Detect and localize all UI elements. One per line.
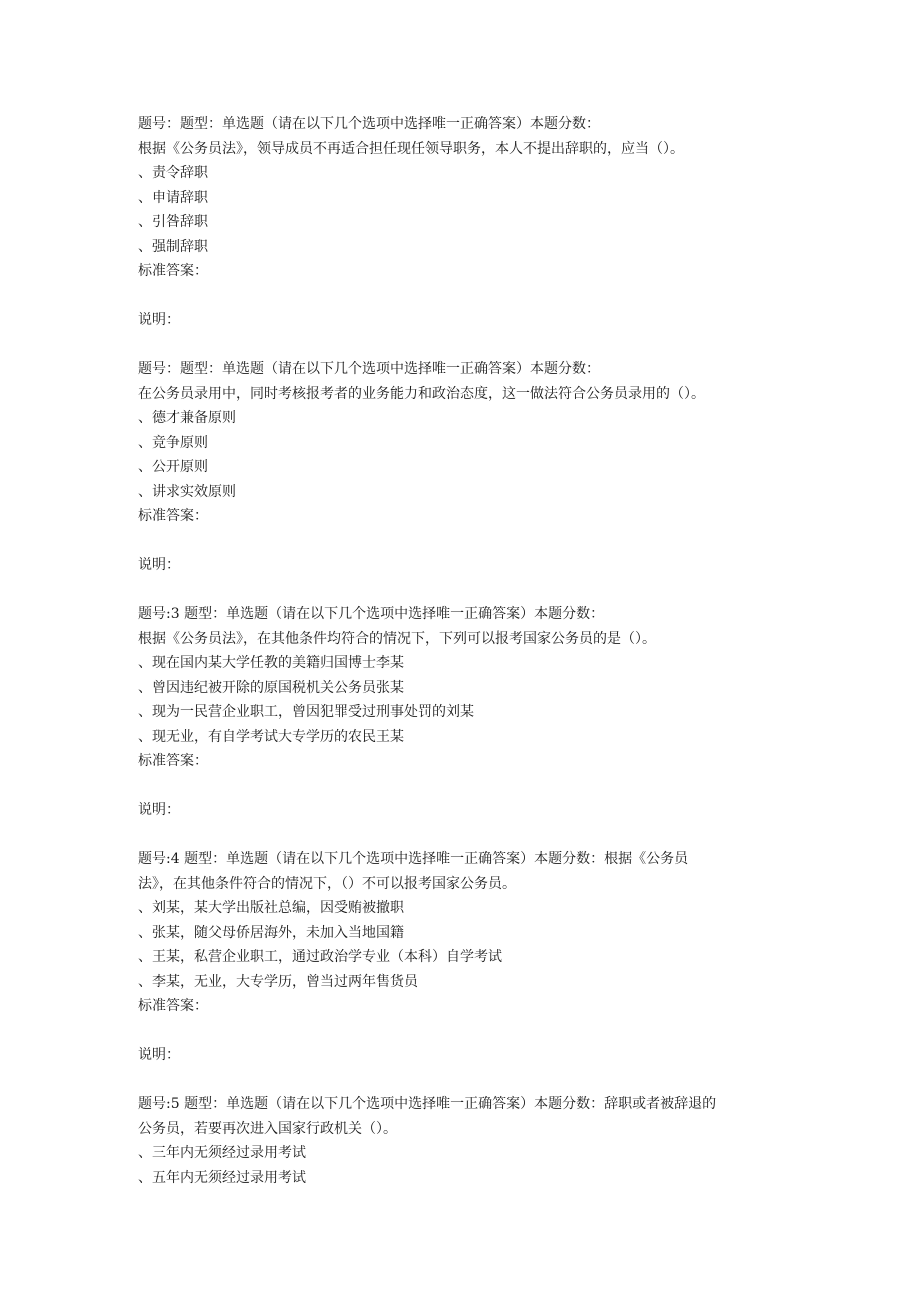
option-d: 、强制辞职 — [138, 238, 208, 255]
question-5 — [138, 1092, 798, 1190]
question-header: 题号：题型：单选题（请在以下几个选项中选择唯一正确答案）本题分数： — [138, 361, 600, 377]
option-a: 、德才兼备原则 — [138, 410, 236, 426]
option-c: 、王某，私营企业职工，通过政治学专业（本科）自学考试 — [138, 949, 502, 965]
option-c: 、现为一民营企业职工，曾因犯罪受过刑事处罚的刘某 — [138, 704, 474, 720]
question-stem: 公务员，若要再次进入国家行政机关（）。 — [138, 1120, 397, 1137]
question-header: 题号：题型：单选题（请在以下几个选项中选择唯一正确答案）本题分数： — [138, 116, 600, 132]
answer-label: 标准答案： — [138, 263, 208, 279]
question-header: 题号:4 题型：单选题（请在以下几个选项中选择唯一正确答案）本题分数：根据《公务员 — [138, 851, 689, 867]
spacer — [138, 774, 798, 799]
note-label: 说明： — [138, 802, 180, 818]
option-b: 、曾因违纪被开除的原国税机关公务员张某 — [138, 679, 404, 696]
note-label: 说明： — [138, 1047, 180, 1063]
question-4 — [138, 847, 798, 1092]
question-stem: 根据《公务员法》，领导成员不再适合担任现任领导职务，本人不提出辞职的，应当（）。 — [138, 140, 684, 157]
question-stem: 根据《公务员法》，在其他条件均符合的情况下，下列可以报考国家公务员的是（）。 — [138, 630, 656, 647]
option-a: 、刘某，某大学出版社总编，因受贿被撤职 — [138, 900, 404, 916]
option-a: 、三年内无须经过录用考试 — [138, 1145, 306, 1161]
note-label: 说明： — [138, 312, 180, 328]
question-2 — [138, 357, 798, 602]
spacer — [138, 333, 798, 358]
question-stem: 在公务员录用中，同时考核报考者的业务能力和政治态度，这一做法符合公务员录用的（）。 — [138, 385, 705, 402]
option-b: 、申请辞职 — [138, 189, 208, 206]
spacer — [138, 529, 798, 554]
option-c: 、引咎辞职 — [138, 214, 208, 230]
document-page — [138, 112, 798, 1190]
spacer — [138, 1019, 798, 1044]
option-b: 、五年内无须经过录用考试 — [138, 1169, 306, 1186]
option-d: 、现无业，有自学考试大专学历的农民王某 — [138, 728, 404, 745]
option-a: 、现在国内某大学任教的美籍归国博士李某 — [138, 655, 404, 671]
question-header: 题号:5 题型：单选题（请在以下几个选项中选择唯一正确答案）本题分数：辞职或者被辞退的 — [138, 1096, 717, 1112]
option-c: 、公开原则 — [138, 459, 208, 475]
spacer — [138, 823, 798, 848]
answer-label: 标准答案： — [138, 753, 208, 769]
option-d: 、讲求实效原则 — [138, 483, 236, 500]
spacer — [138, 284, 798, 309]
option-b: 、张某，随父母侨居海外，未加入当地国籍 — [138, 924, 404, 941]
question-header: 题号:3 题型：单选题（请在以下几个选项中选择唯一正确答案）本题分数： — [138, 606, 605, 622]
spacer — [138, 1068, 798, 1093]
answer-label: 标准答案： — [138, 508, 208, 524]
option-b: 、竞争原则 — [138, 434, 208, 451]
option-d: 、李某，无业，大专学历，曾当过两年售货员 — [138, 973, 418, 990]
question-3 — [138, 602, 798, 847]
note-label: 说明： — [138, 557, 180, 573]
question-stem: 法》，在其他条件符合的情况下，（）不可以报考国家公务员。 — [138, 875, 516, 892]
option-a: 、责令辞职 — [138, 165, 208, 181]
question-1 — [138, 112, 798, 357]
spacer — [138, 578, 798, 603]
answer-label: 标准答案： — [138, 998, 208, 1014]
